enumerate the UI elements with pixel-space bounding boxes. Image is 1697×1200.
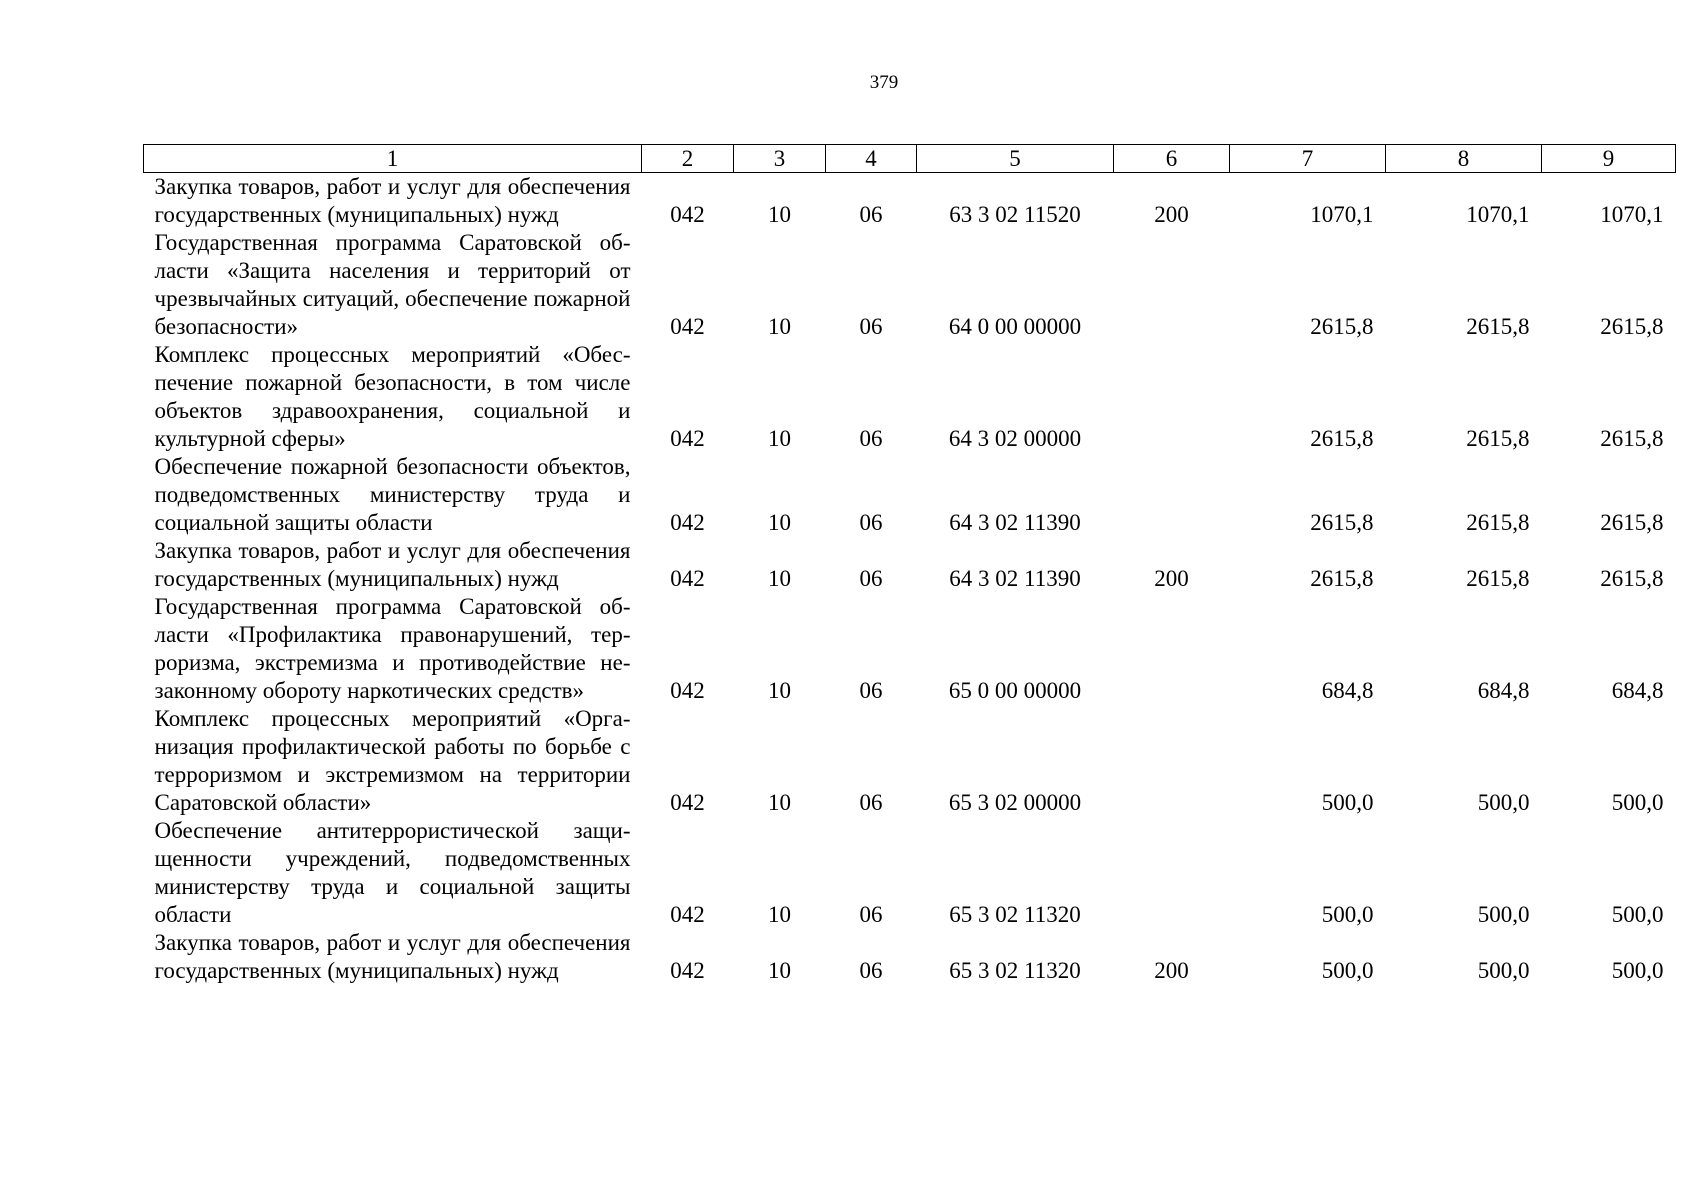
cell-section: 10 [768,902,791,927]
cell-amount-1: 684,8 [1321,678,1374,703]
cell-amount-1: 500,0 [1321,958,1374,983]
cell-section: 10 [768,566,791,591]
header-cell: 8 [1386,145,1542,173]
cell-amount-1: 500,0 [1321,902,1374,927]
cell-amount-1: 2615,8 [1310,510,1374,535]
cell-expense-type [1114,341,1230,453]
cell-expense-type [1114,229,1230,341]
cell-ministry-code: 042 [670,510,705,535]
cell-amount-1: 2615,8 [1310,566,1374,591]
cell-expense-type [1114,453,1230,537]
cell-ministry-code: 042 [670,202,705,227]
cell-ministry-code: 042 [670,902,705,927]
cell-ministry-code: 042 [670,314,705,339]
table-row [144,341,1676,453]
cell-amount-2: 1070,1 [1466,202,1530,227]
header-cell: 6 [1114,145,1230,173]
header-cell: 5 [917,145,1114,173]
table-row [144,593,1676,705]
cell-amount-3: 2615,8 [1600,510,1664,535]
cell-target-article: 65 3 02 00000 [948,790,1082,815]
cell-amount-3: 500,0 [1611,790,1664,815]
cell-amount-2: 500,0 [1477,902,1530,927]
cell-expense-type [1114,817,1230,929]
cell-section: 10 [768,202,791,227]
row-description: Закупка товаров, работ и услуг для обеспечения государственных (муниципальных) нужд [154,930,631,983]
cell-amount-1: 2615,8 [1310,426,1374,451]
header-cell: 4 [826,145,917,173]
cell-amount-2: 2615,8 [1466,510,1530,535]
cell-amount-2: 2615,8 [1466,566,1530,591]
cell-amount-2: 684,8 [1477,678,1530,703]
table-body [144,173,1676,986]
cell-section: 10 [768,678,791,703]
cell-amount-3: 2615,8 [1600,426,1664,451]
cell-amount-2: 500,0 [1477,958,1530,983]
cell-amount-2: 500,0 [1477,790,1530,815]
cell-ministry-code: 042 [670,426,705,451]
cell-subsection: 06 [859,790,883,815]
table-row [144,453,1676,537]
cell-subsection: 06 [859,202,883,227]
row-description: Обеспечение пожарной безопасности объектов, подведомственных министерству труда и социальной защиты области [154,454,631,535]
row-description: Обеспечение антитеррористической защищенности учреждений, подведомственных министерству труда и социальной защиты области [154,818,631,927]
cell-amount-1: 2615,8 [1310,314,1374,339]
row-description: Закупка товаров, работ и услуг для обеспечения государственных (муниципальных) нужд [154,538,631,591]
cell-amount-2: 2615,8 [1466,426,1530,451]
cell-section: 10 [768,314,791,339]
table-row [144,929,1676,985]
cell-target-article: 64 0 00 00000 [948,314,1082,339]
cell-subsection: 06 [859,426,883,451]
table-row [144,229,1676,341]
header-row [144,145,1676,173]
cell-ministry-code: 042 [670,566,705,591]
cell-target-article: 63 3 02 11520 [949,202,1081,227]
row-description: Комплекс процессных мероприятий «Обеспечение пожарной безопасности, в том числе объектов здравоохранения, социальной и культурной сферы» [154,342,631,451]
cell-subsection: 06 [859,566,883,591]
cell-amount-3: 2615,8 [1600,566,1664,591]
table-row [144,705,1676,817]
cell-subsection: 06 [859,314,883,339]
cell-amount-3: 500,0 [1611,958,1664,983]
header-cell: 7 [1230,145,1386,173]
table-row [144,173,1676,230]
cell-subsection: 06 [859,902,883,927]
cell-amount-3: 500,0 [1611,902,1664,927]
row-description: Комплекс процессных мероприятий «Организация профилактической работы по борьбе с терроризмом и экстремизмом на территории Саратовской области» [154,706,631,815]
cell-section: 10 [768,958,791,983]
header-cell: 1 [144,145,642,173]
cell-amount-3: 2615,8 [1600,314,1664,339]
table-row [144,817,1676,929]
cell-target-article: 65 3 02 11320 [949,958,1081,983]
header-cell: 9 [1542,145,1676,173]
cell-subsection: 06 [859,678,883,703]
cell-target-article: 65 3 02 11320 [949,902,1081,927]
cell-ministry-code: 042 [670,678,705,703]
cell-subsection: 06 [859,510,883,535]
cell-expense-type [1114,593,1230,705]
cell-amount-3: 684,8 [1611,678,1664,703]
cell-target-article: 64 3 02 11390 [949,566,1081,591]
cell-expense-type: 200 [1154,958,1189,983]
cell-amount-1: 1070,1 [1310,202,1374,227]
cell-expense-type: 200 [1154,566,1189,591]
cell-amount-2: 2615,8 [1466,314,1530,339]
cell-subsection: 06 [859,958,883,983]
cell-expense-type [1114,705,1230,817]
table-row [144,537,1676,593]
row-description: Государственная программа Саратовской области «Защита населения и территорий от чрезвычайных ситуаций, обеспечение пожарной безопасности» [154,230,631,339]
cell-ministry-code: 042 [670,958,705,983]
cell-target-article: 64 3 02 11390 [949,510,1081,535]
row-description: Закупка товаров, работ и услуг для обеспечения государственных (муниципальных) нужд [154,174,631,227]
cell-target-article: 64 3 02 00000 [948,426,1082,451]
page-number: 379 [869,72,899,93]
cell-amount-1: 500,0 [1321,790,1374,815]
cell-section: 10 [768,426,791,451]
header-cell: 3 [734,145,826,173]
cell-target-article: 65 0 00 00000 [948,678,1082,703]
row-description: Государственная программа Саратовской области «Профилактика правонарушений, терроризма, экстремизма и противодействие незаконному обороту наркотических средств» [154,594,631,703]
cell-ministry-code: 042 [670,790,705,815]
cell-section: 10 [768,790,791,815]
header-cell: 2 [642,145,734,173]
cell-expense-type: 200 [1154,202,1189,227]
cell-amount-3: 1070,1 [1600,202,1664,227]
budget-table [143,144,1676,985]
cell-section: 10 [768,510,791,535]
